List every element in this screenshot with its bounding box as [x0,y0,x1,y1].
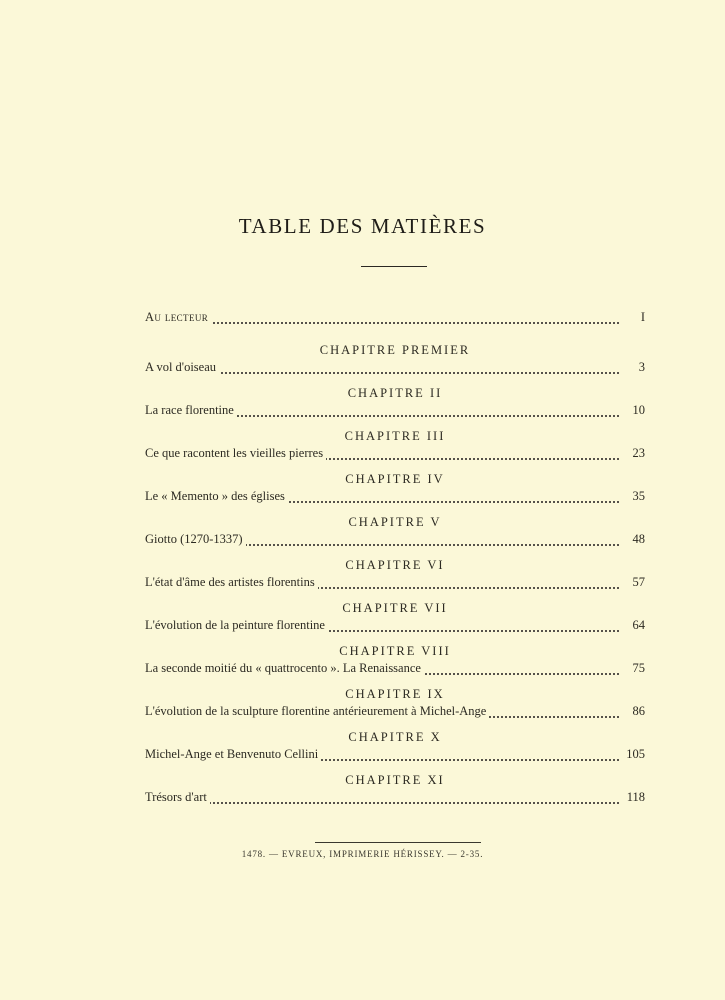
toc-entry-label: Au lecteur [145,310,211,325]
chapter-heading: CHAPITRE PREMIER [319,343,471,357]
toc-entry[interactable] [145,532,645,552]
chapter-heading: CHAPITRE IV [345,472,445,486]
toc-page-number: 10 [619,403,645,418]
toc-entry[interactable] [145,446,645,466]
toc-page-number: 118 [619,790,645,805]
chapter-heading: CHAPITRE VI [345,558,445,572]
dot-leader [145,802,619,804]
toc-page-number: 48 [619,532,645,547]
chapter-heading: CHAPITRE VII [342,601,448,615]
toc-page-number: 23 [619,446,645,461]
toc-entry[interactable] [145,575,645,595]
toc-entry[interactable] [145,747,645,767]
toc-entry[interactable] [145,704,645,724]
toc-page-number: 64 [619,618,645,633]
toc-entry-label: Michel-Ange et Benvenuto Cellini [145,747,321,762]
chapter-heading: CHAPITRE III [344,429,446,443]
toc-page-number: 3 [619,360,645,375]
toc-page-number: 86 [619,704,645,719]
toc-entry-label: La race florentine [145,403,237,418]
toc-page-number: 105 [619,747,645,762]
toc-entry-label: Trésors d'art [145,790,210,805]
toc-entry-label: Giotto (1270-1337) [145,532,246,547]
toc-entry-label: La seconde moitié du « quattrocento ». La Renaissance [145,661,424,676]
page-title: TABLE DES MATIÈRES [238,214,487,238]
chapter-heading: CHAPITRE XI [345,773,445,787]
toc-entry-label: Ce que racontent les vieilles pierres [145,446,326,461]
chapter-heading: CHAPITRE II [347,386,443,400]
chapter-heading: CHAPITRE V [348,515,442,529]
chapter-heading: CHAPITRE IX [345,687,445,701]
toc-entry-label: L'état d'âme des artistes florentins [145,575,318,590]
chapter-heading: CHAPITRE VIII [339,644,451,658]
dot-leader [145,322,619,324]
toc-page-number: 75 [619,661,645,676]
toc-entry-label: A vol d'oiseau [145,360,219,375]
title-divider [361,266,427,267]
toc-entry[interactable] [145,661,645,681]
toc-entry-label: L'évolution de la sculpture florentine antérieurement à Michel-Ange [145,704,489,719]
toc-page-number: 57 [619,575,645,590]
footer-divider [315,842,481,843]
toc-entry[interactable] [145,618,645,638]
toc-entry-label: L'évolution de la peinture florentine [145,618,328,633]
chapter-heading: CHAPITRE X [348,730,442,744]
toc-entry[interactable] [145,489,645,509]
toc-entry[interactable] [145,360,645,380]
toc-page-number: I [619,310,645,325]
toc-page-number: 35 [619,489,645,504]
toc-entry[interactable] [145,790,645,810]
toc-entry[interactable] [145,403,645,423]
printer-colophon: 1478. — EVREUX, IMPRIMERIE HÉRISSEY. — 2-35. [241,849,484,859]
toc-entry-label: Le « Memento » des églises [145,489,288,504]
toc-entry-preface[interactable] [145,310,645,330]
